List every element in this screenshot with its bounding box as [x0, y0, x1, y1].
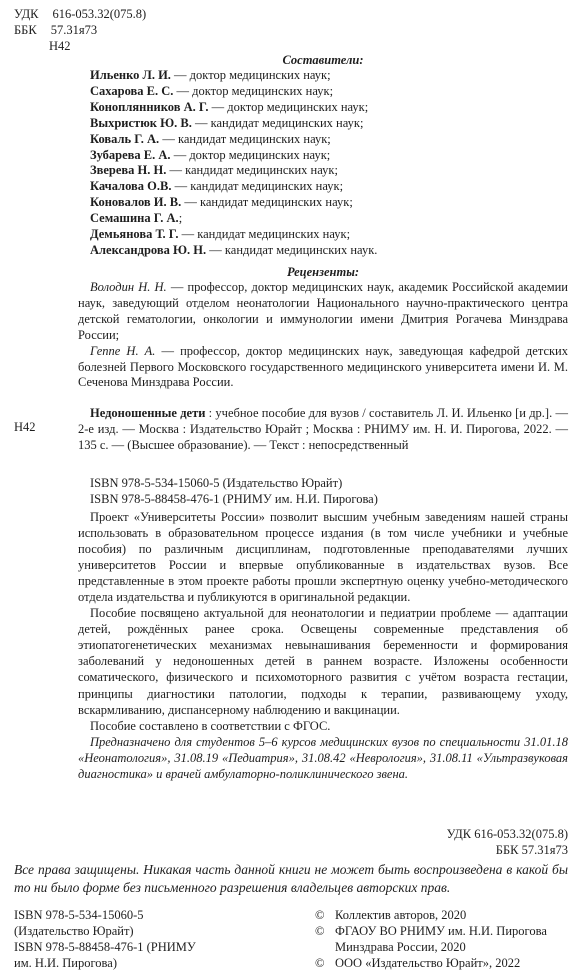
- isbn-block: [90, 475, 378, 507]
- reviewer-item: Володин Н. Н. — профессор, доктор медицинских наук, академик Российской академии наук, заведующий отделом неонатологии Национального научно-практического центра детской гематологии, онкологии и иммунологии имени Дмитрия Рогачева Минздрава России;: [78, 280, 568, 342]
- compiler-item: Коноплянников А. Г. — доктор медицинских наук;: [90, 99, 369, 114]
- catalog-record: [78, 405, 568, 453]
- copyright-line: © Коллектив авторов, 2020: [315, 908, 467, 922]
- compiler-item: Семашина Г. А.;: [90, 211, 183, 226]
- bbk-value: 57.31я73: [50, 23, 98, 37]
- footer-bbk: ББК 57.31я73: [495, 843, 568, 857]
- footer-udk: УДК 616-053.32(075.8): [446, 827, 568, 841]
- compiler-item: Демьянова Т. Г. — кандидат медицинских наук;: [90, 227, 351, 242]
- isbn-line: ISBN 978-5-88458-476-1 (РНИМУ им. Н.И. Пирогова): [90, 492, 378, 506]
- reviewer-item: Геппе Н. А. — профессор, доктор медицинских наук, заведующая кафедрой детских болезней Первого Московского государственного медицинского университета имени И. М. Сеченова Минздрава России.: [78, 343, 568, 390]
- annotation-paragraph: Пособие составлено в соответствии с ФГОС.: [90, 718, 331, 733]
- udk-value: 616-053.32(075.8): [52, 7, 147, 21]
- compiler-item: Зверева Н. Н. — кандидат медицинских наук;: [90, 163, 338, 178]
- compiler-item: Выхристюк Ю. В. — кандидат медицинских наук;: [90, 115, 364, 130]
- book-title: Недоношенные дети: [90, 406, 206, 420]
- copyright-line-continued: Минздрава России, 2020: [335, 940, 466, 954]
- bottom-isbn: ISBN 978-5-534-15060-5 (Издательство Юрайт) ISBN 978-5-88458-476-1 (РНИМУ им. Н.И. Пирогова): [14, 908, 196, 970]
- bbk-label: ББК: [14, 23, 37, 37]
- annotation: [78, 509, 568, 782]
- compiler-item: Коновалов И. В. — кандидат медицинских наук;: [90, 195, 353, 210]
- compiler-item: Александрова Ю. Н. — кандидат медицинских наук.: [90, 242, 378, 257]
- copyright-line: © ФГАОУ ВО РНИМУ им. Н.И. Пирогова: [315, 924, 547, 938]
- reviewers-heading: Рецензенты:: [286, 265, 360, 279]
- catalog-code: Н42: [14, 420, 36, 434]
- copyright-line: © ООО «Издательство Юрайт», 2022: [315, 956, 521, 970]
- compiler-item: Ильенко Л. И. — доктор медицинских наук;: [90, 68, 331, 82]
- reviewers-list: [78, 280, 568, 391]
- compilers-list: [90, 68, 377, 259]
- rights-statement: Все права защищены. Никакая часть данной книги не может быть воспроизведена в какой бы то ни было форме без письменного разрешения владельцев авторских прав.: [14, 862, 568, 895]
- compiler-item: Сахарова Е. С. — доктор медицинских наук;: [90, 83, 334, 98]
- annotation-paragraph: Предназначено для студентов 5–6 курсов медицинских вузов по специальности 31.01.18 «Неонатология», 31.08.19 «Педиатрия», 31.08.42 «Неврология», 31.08.11 «Ультразвуковая диагностика» и врачей амбулаторно-поликлинического звена.: [78, 734, 568, 781]
- udk-label: УДК: [14, 7, 39, 21]
- footer-codes: [447, 826, 568, 858]
- author-mark: Н42: [49, 39, 71, 53]
- copyright-icon: ©: [315, 924, 325, 938]
- annotation-paragraph: Пособие посвящено актуальной для неонатологии и педиатрии проблеме — адаптации детей, рождённых ранее срока. Освещены современные представления об этиопатогенетических механизмах невынашивания беременности и формирования заболеваний у недоношенных детей в раннем возрасте. Изложены особенности соматического, физического и психомоторного развития с учётом возраста гестации, принципы диагностики патологии, подходы к терапии, развивающему уходу, вскармливанию, диспансерному наблюдению и вакцинации.: [78, 606, 568, 717]
- compiler-item: Зубарева Е. А. — доктор медицинских наук;: [90, 147, 331, 162]
- copyright-block: [315, 907, 547, 971]
- catalog-description: : учебное пособие для вузов / составитель Л. И. Ильенко [и др.]. — 2-е изд. — Москва : Издательство Юрайт ; Москва : РНИМУ им. Н. И. Пирогова, 2022. — 135 с. — (Высшее образование). — Текст : непосредственный: [78, 406, 568, 452]
- copyright-icon: ©: [315, 908, 325, 922]
- classification-codes: [14, 6, 146, 54]
- compilers-heading: Составители:: [282, 53, 364, 67]
- annotation-paragraph: Проект «Университеты России» позволит высшим учебным заведениям нашей страны использовать в образовательном процессе издания (в том числе учебники и учебные пособия) по различным дисциплинам, подготовленные преподавателями лучших университетов России и впервые опубликованные в издательствах вузов. Все представленные в этом проекте работы прошли экспертную оценку учебно-методического отдела издательства и публикуются в оригинальной редакции.: [78, 510, 568, 605]
- compiler-item: Качалова О.В. — кандидат медицинских наук;: [90, 179, 344, 194]
- copyright-icon: ©: [315, 956, 325, 970]
- isbn-line: ISBN 978-5-534-15060-5 (Издательство Юрайт): [90, 476, 343, 490]
- compiler-item: Коваль Г. А. — кандидат медицинских наук;: [90, 131, 331, 146]
